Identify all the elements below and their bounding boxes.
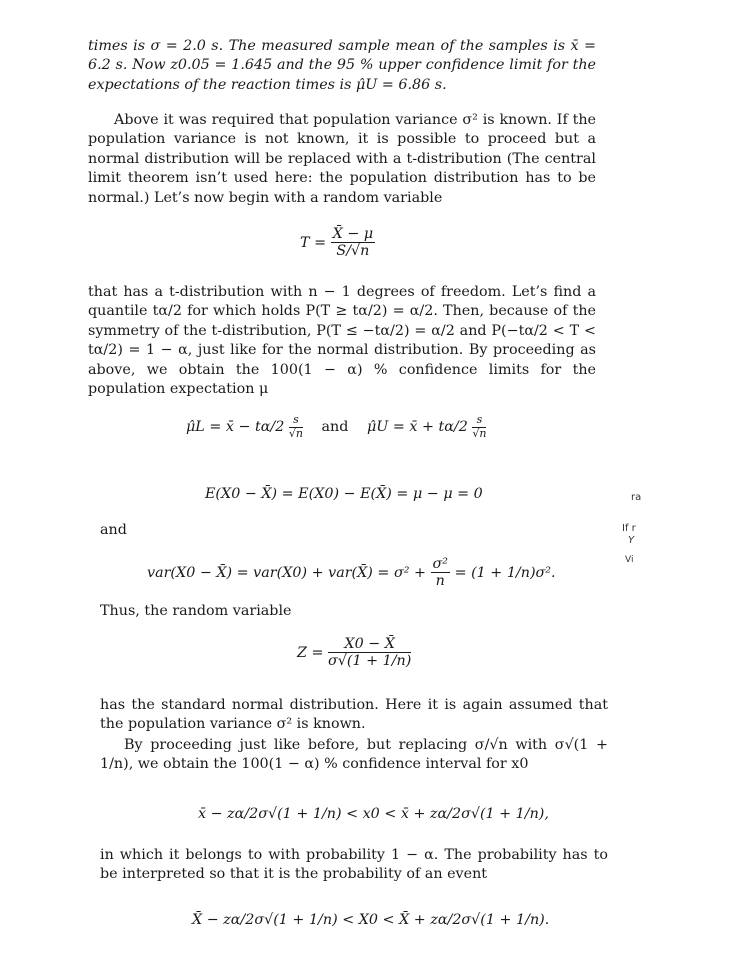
margin-fragment-if: If r <box>622 523 636 534</box>
equation-z-numerator: X0 − X̄ <box>328 636 411 653</box>
paragraph-unknown-variance: Above it was required that population variance σ² is known. If the population variance is not known, it is possible to proceed but a normal distribution will be replaced with a t-distribution (The central limit theorem isn’t used here: the population distribution has to be normal.) Let’s now begin with a random variable <box>88 112 596 206</box>
margin-fragment-y: Y <box>628 535 635 546</box>
paragraph-standard-normal: has the standard normal distribution. Here it is again assumed that the population variance σ² is known. <box>100 697 608 733</box>
paragraph-t-distribution: that has a t-distribution with n − 1 degrees of freedom. Let’s find a quantile tα/2 for which holds P(T ≥ tα/2) = α/2. Then, because of the symmetry of the t-distribution, P(T ≤ −tα/2) = α/2 and P(−tα/2 < T < tα/2) = 1 − α, just like for the normal distribution. By proceeding as above, we obtain the 100(1 − α) % confidence limits for the population expectation μ <box>88 284 596 398</box>
margin-fragment-ra: ra <box>631 492 642 503</box>
word-and: and <box>100 522 127 538</box>
equation-expectation-difference: E(X0 − X̄) = E(X0) − E(X̄) = μ − μ = 0 <box>205 486 483 502</box>
equation-z-denominator: σ√(1 + 1/n) <box>328 653 412 670</box>
equation-confidence-limits: μ̂L = x̄ − tα/2 $\frac{s}{√n}$ and μ̂U = x̄ + tα/2 $\frac{s}{√n}$ <box>186 413 487 440</box>
equation-event-interval: X̄ − zα/2σ√(1 + 1/n) < X0 < X̄ + zα/2σ√(1 + 1/n). <box>192 912 550 928</box>
paragraph-replacing: By proceeding just like before, but replacing σ/√n with σ√(1 + 1/n), we obtain the 100(1 − α) % confidence interval for x0 <box>100 737 608 773</box>
paragraph-example-conclusion: times is σ = 2.0 s. The measured sample mean of the samples is x̄ = 6.2 s. Now z0.05 = 1.645 and the 95 % upper confidence limit for the expectations of the reaction times is μ̂U = 6.86 s. <box>88 38 596 93</box>
equation-t-denominator: S/√n <box>336 243 370 260</box>
paragraph-random-variable: Thus, the random variable <box>100 603 292 619</box>
margin-fragment-vi: Vi <box>625 555 634 565</box>
paragraph-probability: in which it belongs to with probability 1 − α. The probability has to be interpreted so that it is the probability of an event <box>100 847 608 883</box>
equation-variance-difference: var(X0 − X̄) = var(X0) + var(X̄) = σ² + $\frac{\text{σ²}}{n}$ = (1 + 1/n)σ². <box>147 556 556 590</box>
equation-z-statistic: Z = $\frac{X0 - X̄}{\sigma√(1 + 1/n)}$ <box>297 636 412 670</box>
equation-t-statistic: T = $\frac{X̄ - \mu}{S/√n}$ <box>300 226 374 260</box>
equation-confidence-interval-x0: x̄ − zα/2σ√(1 + 1/n) < x0 < x̄ + zα/2σ√(1 + 1/n), <box>198 806 549 822</box>
equation-t-numerator: X̄ − μ <box>332 226 374 242</box>
